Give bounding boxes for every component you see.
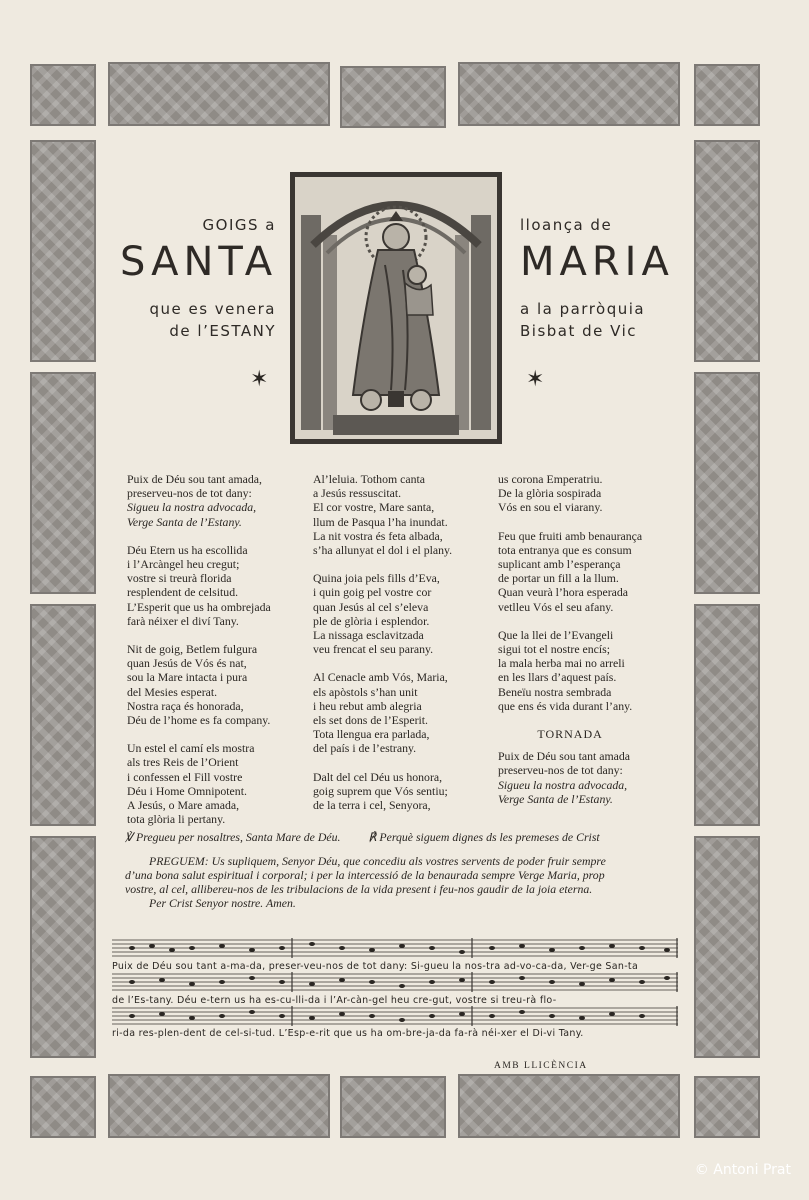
verse-line: Al’leluia. Tothom canta [313, 472, 425, 486]
border-tile-right-3 [694, 604, 760, 826]
verse-line: us corona Emperatriu. [498, 472, 603, 486]
verse-line: Quan veurà l’hora esperada [498, 585, 629, 600]
verse-line: Tota llengua era parlada, [313, 727, 430, 742]
refrain-line: Verge Santa de l’Estany. [127, 514, 242, 529]
star-ornament-right: ✶ [526, 366, 545, 391]
stanza [313, 770, 452, 813]
stanza [498, 472, 642, 515]
verse-line: i confessen el Fill vostre [127, 769, 243, 784]
verse-column-2 [313, 472, 452, 826]
music-staff [112, 936, 678, 1036]
border-tile-bottom-1 [30, 1076, 96, 1138]
verse-line: Nit de goig, Betlem fulgura [127, 642, 258, 657]
border-tile-bottom-2 [108, 1074, 330, 1138]
verse-line: tota glòria li pertany. [127, 812, 226, 827]
verse-line: de la terra i cel, Senyora, [313, 798, 431, 813]
versicle-response [125, 830, 680, 844]
verse-line: llum de Pasqua l’ha inundat. [313, 514, 448, 529]
verse-line: El cor vostre, Mare santa, [313, 500, 435, 515]
header-right-line4: Bisbat de Vic [520, 322, 637, 340]
verse-line: L’Esperit que us ha ombrejada [127, 599, 271, 614]
stanza [127, 472, 271, 529]
verse-line: tota entranya que es consum [498, 542, 632, 557]
verse-line: sou la Mare intacta i pura [127, 670, 248, 685]
refrain-line: Sigueu la nostra advocada, [498, 777, 628, 792]
verse-line: els set dons de l’Esperit. [313, 713, 428, 728]
verse-line: La nit vostra és feta albada, [313, 528, 443, 543]
header-left-line3: que es venera [149, 300, 276, 318]
verse-line: Déu de l’home es fa company. [127, 713, 271, 728]
stanza [498, 628, 642, 713]
prayer-line: Per Crist Senyor nostre. Amen. [149, 896, 296, 910]
prayer-line: PREGUEM: Us supliquem, Senyor Déu, que concediu als vostres servents de poder fruir sempre [149, 854, 606, 868]
border-tile-right-1 [694, 140, 760, 362]
border-tile-left-1 [30, 140, 96, 362]
border-tile-bottom-3 [340, 1076, 446, 1138]
virgin-mary-woodcut [290, 172, 502, 444]
verse-column-1 [127, 472, 271, 840]
header-left-line4: de l’ESTANY [169, 322, 276, 340]
verse-line: farà néixer el diví Tany. [127, 613, 239, 628]
versicle: ℣ Pregueu per nosaltres, Santa Mare de Déu. [125, 830, 341, 844]
verse-line: Beneïu nostra sembrada [498, 684, 612, 699]
verse-line: sigui tot el nostre encís; [498, 642, 611, 657]
header-left [120, 216, 276, 340]
verse-line: Al Cenacle amb Vós, Maria, [313, 670, 448, 685]
border-tile-top-3 [340, 66, 446, 128]
border-tile-top-4 [458, 62, 680, 126]
tornada-heading: TORNADA [537, 727, 603, 742]
verse-line: De la glòria sospirada [498, 486, 602, 501]
verse-line: vetlleu Vós el seu afany. [498, 599, 614, 614]
header-right-title: MARIA [520, 239, 674, 285]
star-ornament-left: ✶ [250, 366, 269, 391]
verse-line: s’ha allunyat el dol i el plany. [313, 543, 453, 558]
verse-line: suplicant amb l’esperança [498, 557, 621, 572]
verse-line: Feu que fruiti amb benaurança [498, 528, 643, 543]
verse-line: preserveu-nos de tot dany: [127, 486, 252, 501]
verse-line: preserveu-nos de tot dany: [498, 763, 623, 778]
verse-line: Vós en sou el viarany. [498, 500, 603, 515]
verse-line: i quin goig pel vostre cor [313, 585, 432, 600]
stanza [313, 472, 452, 557]
border-tile-bottom-4 [458, 1074, 680, 1138]
stanza [313, 571, 452, 656]
refrain-line: Sigueu la nostra advocada, [127, 500, 257, 515]
verse-line: que ens és vida durant l’any. [498, 698, 633, 713]
verse-line: Nostra raça és honorada, [127, 698, 244, 713]
stanza [127, 543, 271, 628]
verse-line: quan Jesús de Vós és nat, [127, 656, 247, 671]
refrain-line: Verge Santa de l’Estany. [498, 791, 613, 806]
prayer-line: vostre, al cel, allibereu-nos de les tribulacions de la vida present i feu-nos gaudir de la joia eterna. [125, 882, 593, 896]
response: ℟ Perquè siguem dignes ds les premeses de Crist [368, 830, 600, 844]
verse-line: resplendent de celsitud. [127, 585, 239, 600]
stanza [498, 529, 642, 614]
verse-line: i heu rebut amb alegria [313, 698, 422, 713]
verse-line: Quina joia pels fills d’Eva, [313, 571, 440, 586]
border-tile-bottom-5 [694, 1076, 760, 1138]
header-right [520, 216, 680, 340]
border-tile-left-4 [30, 836, 96, 1058]
music-lyric-line-1: Puix de Déu sou tant a-ma-da, preser-veu-nos de tot dany: Si-gueu la nos-tra ad-vo-ca-da, Ver-ge San-ta [112, 961, 639, 972]
verse-column-3 [498, 472, 642, 820]
verse-line: Puix de Déu sou tant amada [498, 749, 631, 764]
verse-line: de portar un fill a la llum. [498, 571, 619, 586]
verse-line: en les llars d’aquest país. [498, 670, 617, 685]
verse-line: Dalt del cel Déu us honora, [313, 769, 443, 784]
verse-line: del país i de l’estrany. [313, 741, 417, 756]
border-tile-right-4 [694, 836, 760, 1058]
verse-line: Puix de Déu sou tant amada, [127, 472, 262, 486]
tornada-stanza [498, 749, 642, 806]
verse-line: goig suprem que Vós sentiu; [313, 783, 448, 798]
verse-line: vostre si treurà florida [127, 571, 232, 586]
verse-line: als tres Reis de l’Orient [127, 755, 239, 770]
verse-line: els apòstols s’han unit [313, 684, 418, 699]
verse-line: Déu i Home Omnipotent. [127, 783, 247, 798]
prayer-block [125, 854, 680, 910]
verse-line: veu frencat el seu parany. [313, 642, 434, 657]
header-right-line1: lloança de [520, 216, 613, 234]
verse-line: Que la llei de l’Evangeli [498, 627, 614, 642]
licence-note: AMB LLICÈNCIA [494, 1061, 588, 1071]
border-tile-top-5 [694, 64, 760, 126]
header-right-line3: a la parròquia [520, 300, 646, 318]
music-lyric-line-2: de l’Es-tany. Déu e-tern us ha es-cu-lli-da i l’Ar-càn-gel heu cre-gut, vostre si treu-rà flo- [112, 995, 557, 1006]
verse-line: Déu Etern us ha escollida [127, 542, 248, 557]
verse-line: la mala herba mai no arreli [498, 656, 625, 671]
verse-line: a Jesús ressuscitat. [313, 486, 402, 501]
music-lyric-line-3: ri-da res-plen-dent de cel-si-tud. L’Esp-e-rit que us ha om-bre-ja-da fa-rà néi-xer el Di-vi Tany. [112, 1028, 584, 1039]
border-tile-left-3 [30, 604, 96, 826]
verse-line: Un estel el camí els mostra [127, 741, 255, 756]
border-tile-right-2 [694, 372, 760, 594]
stanza [127, 642, 271, 727]
header-left-line1: GOIGS a [202, 216, 276, 234]
verse-line: del Mesies esperat. [127, 684, 218, 699]
border-tile-top-2 [108, 62, 330, 126]
border-tile-top-1 [30, 64, 96, 126]
verse-line: ple de glòria i esplendor. [313, 613, 430, 628]
prayer-line: d’una bona salut espiritual i corporal; i per la intercessió de la benaurada sempre Verge Maria, prop [125, 868, 605, 882]
virgin-mary-woodcut-drawing [293, 175, 499, 441]
stanza [127, 741, 271, 826]
border-tile-left-2 [30, 372, 96, 594]
verse-line: A Jesús, o Mare amada, [127, 798, 240, 813]
verse-line: quan Jesús al cel s’eleva [313, 599, 429, 614]
header-left-title: SANTA [120, 239, 278, 285]
verse-line: i l’Arcàngel heu cregut; [127, 557, 240, 572]
verse-line: La nissaga esclavitzada [313, 628, 424, 643]
stanza [313, 670, 452, 755]
copyright-credit: © Antoni Prat [694, 1162, 791, 1178]
